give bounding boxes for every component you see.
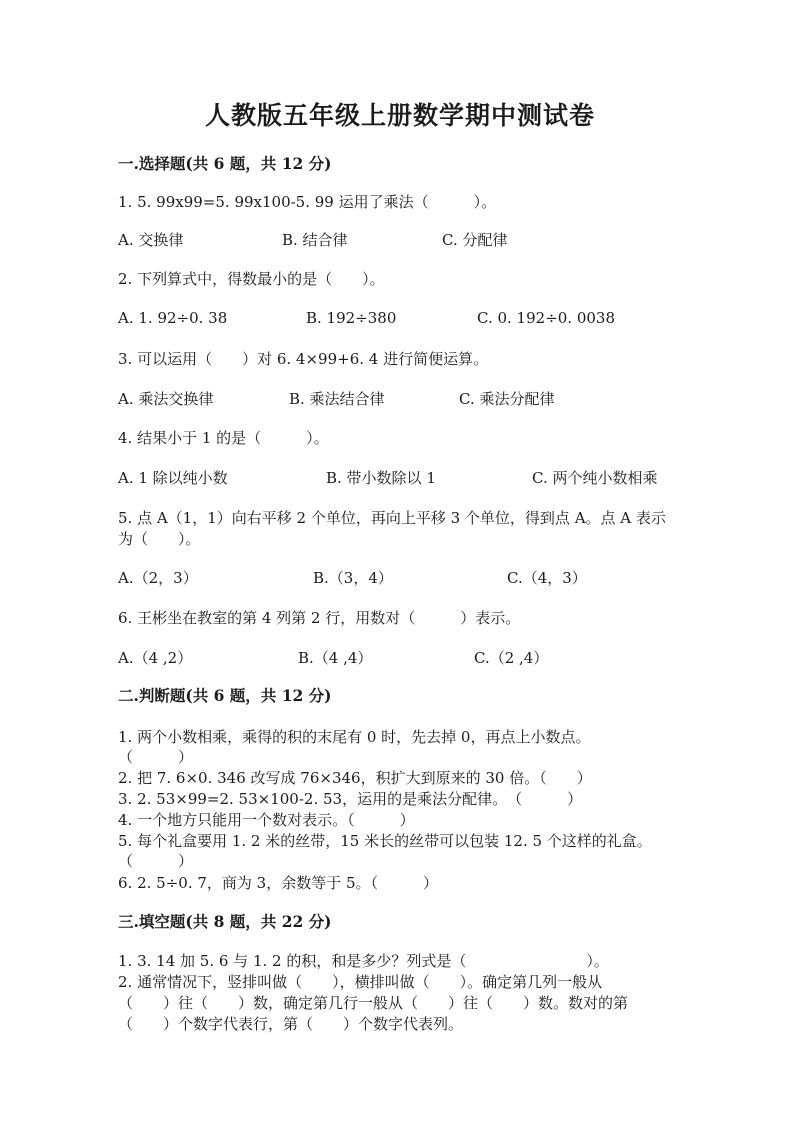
option-b: B.（4 ,4） [298,649,373,667]
question-6-stem: 6. 王彬坐在教室的第 4 列第 2 行，用数对（ ）表示。 [118,609,521,627]
question-6-options [118,647,718,667]
option-a: A.（4 ,2） [118,649,193,667]
option-c: C.（2 ,4） [474,649,549,667]
judgement-line: 5. 每个礼盒要用 1. 2 米的丝带，15 米长的丝带可以包装 12. 5 个这样的礼盒。 [118,832,652,850]
question-5-options [118,567,718,587]
question-1-options [118,229,718,249]
judgement-line: 1. 两个小数相乘，乘得的积的末尾有 0 时，先去掉 0，再点上小数点。 [118,728,591,746]
option-c: C.（4，3） [507,569,587,587]
section-heading-fill-in: 三.填空题(共 8 题，共 22 分) [118,912,332,931]
judgement-line: （ ） [118,748,194,766]
option-c: C. 0. 192÷0. 0038 [477,309,616,327]
question-4-options [118,467,718,487]
judgement-line: （ ） [118,852,194,870]
question-3-stem: 3. 可以运用（ ）对 6. 4×99+6. 4 进行简便运算。 [118,350,489,368]
question-5-stem-line-1: 5. 点 A（1，1）向右平移 2 个单位，再向上平移 3 个单位，得到点 A。点 A 表示 [118,509,666,527]
fill-in-line: 1. 3. 14 加 5. 6 与 1. 2 的积，和是多少？列式是（ ）。 [118,952,609,970]
option-a: A. 乘法交换律 [118,390,214,408]
section-heading-judgement: 二.判断题(共 6 题，共 12 分) [118,686,332,705]
judgement-line: 3. 2. 53×99=2. 53×100-2. 53，运用的是乘法分配律。 （ ） [118,790,583,808]
option-a: A.（2，3） [118,569,198,587]
page-title: 人教版五年级上册数学期中测试卷 [204,101,595,130]
option-a: A. 交换律 [118,231,184,249]
fill-in-line: （ ）往（ ）数，确定第几行一般从（ ）往（ ）数。数对的第 [118,994,629,1012]
option-a: A. 1 除以纯小数 [118,469,228,487]
option-b: B. 结合律 [282,231,348,249]
option-c: C. 乘法分配律 [459,390,555,408]
judgement-line: 2. 把 7. 6×0. 346 改写成 76×346，积扩大到原来的 30 倍。（ ） [118,769,592,787]
option-b: B.（3，4） [313,569,393,587]
option-c: C. 分配律 [442,231,508,249]
option-b: B. 乘法结合律 [289,390,385,408]
question-2-stem: 2. 下列算式中，得数最小的是（ ）。 [118,270,385,288]
option-c: C. 两个纯小数相乘 [532,469,658,487]
option-b: B. 192÷380 [306,309,397,327]
question-3-options [118,388,718,408]
question-1-stem: 1. 5. 99x99=5. 99x100-5. 99 运用了乘法（ ）。 [118,193,497,211]
judgement-line: 6. 2. 5÷0. 7，商为 3，余数等于 5。（ ） [118,874,439,892]
question-5-stem-line-2: 为（ ）。 [118,530,201,548]
question-4-stem: 4. 结果小于 1 的是（ ）。 [118,429,329,447]
fill-in-line: （ ）个数字代表行，第（ ）个数字代表列。 [118,1015,464,1033]
option-a: A. 1. 92÷0. 38 [118,309,228,327]
option-b: B. 带小数除以 1 [326,469,436,487]
judgement-line: 4. 一个地方只能用一个数对表示。（ ） [118,811,415,829]
section-heading-choice: 一.选择题(共 6 题，共 12 分) [118,154,332,173]
fill-in-line: 2. 通常情况下，竖排叫做（ ），横排叫做（ ）。确定第几列一般从 [118,973,603,991]
question-2-options [118,309,718,329]
